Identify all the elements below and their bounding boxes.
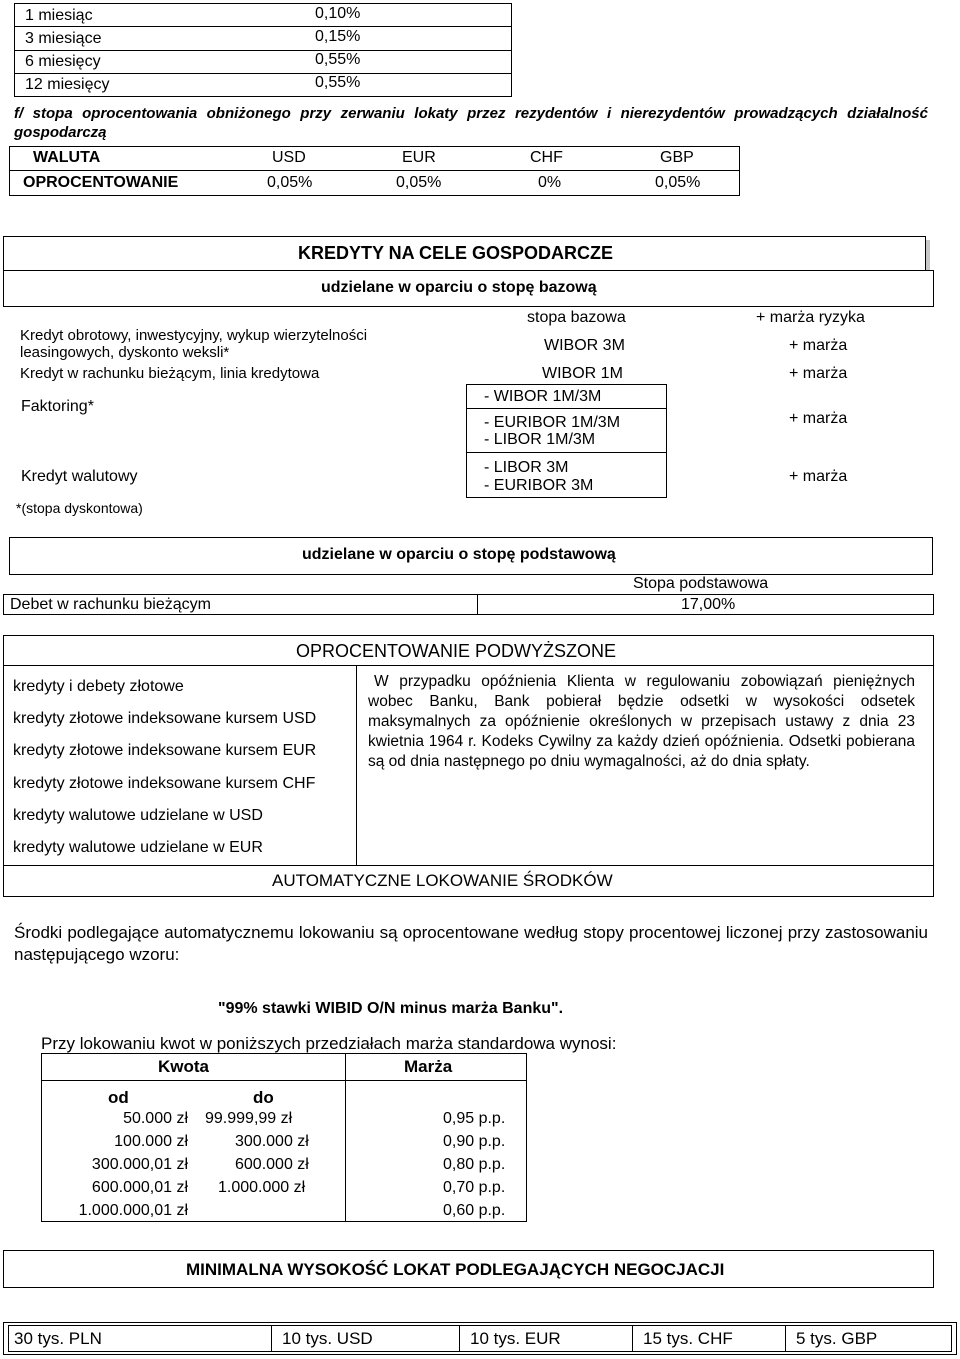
rate-value: 0,55% xyxy=(315,51,361,68)
loan-base-rate: - LIBOR 1M/3M xyxy=(484,431,596,448)
min-deposit-value: 10 tys. USD xyxy=(282,1329,373,1348)
divider xyxy=(41,1080,527,1081)
divider xyxy=(477,594,478,615)
amount-from: 50.000 zł xyxy=(123,1110,188,1127)
divider xyxy=(632,1325,633,1352)
loan-name: Kredyt w rachunku bieżącym, linia kredytowa xyxy=(20,365,320,382)
term-label: 6 miesięcy xyxy=(25,53,101,70)
divider xyxy=(356,665,357,865)
divider xyxy=(14,73,512,74)
margin-value: 0,70 p.p. xyxy=(443,1179,506,1196)
rate-eur: 0,05% xyxy=(396,174,442,191)
divider xyxy=(466,408,666,409)
amount-to: 600.000 zł xyxy=(235,1156,309,1173)
loan-base-rate: WIBOR 1M xyxy=(542,365,623,382)
col-amount: Kwota xyxy=(158,1057,209,1076)
divider xyxy=(466,384,467,497)
min-deposit-value: 10 tys. EUR xyxy=(470,1329,561,1348)
rate-chf: 0% xyxy=(538,174,562,191)
currency-chf: CHF xyxy=(530,149,563,166)
loan-name: Faktoring* xyxy=(21,398,94,415)
term-label: 1 miesiąc xyxy=(25,7,93,24)
currency-label: WALUTA xyxy=(33,149,101,166)
term-label: 12 miesięcy xyxy=(25,76,110,93)
penalty-item: kredyty walutowe udzielane w USD xyxy=(13,807,263,824)
loan-name: leasingowych, dyskonto weksli* xyxy=(20,344,230,361)
penalty-item: kredyty i debety złotowe xyxy=(13,678,184,695)
amount-from: 600.000,01 zł xyxy=(91,1179,188,1196)
col-to: do xyxy=(253,1088,274,1107)
section-f-heading: f/ stopa oprocentowania obniżonego przy zerwaniu lokaty przez rezydentów i nierezydentów prowadzących działalność gospodarczą xyxy=(14,105,928,141)
footnote: *(stopa dyskontowa) xyxy=(16,500,143,516)
col-risk-margin: + marża ryzyka xyxy=(756,309,865,326)
rate-value: 0,10% xyxy=(315,5,361,22)
currency-gbp: GBP xyxy=(660,149,694,166)
col-margin: Marża xyxy=(404,1057,453,1076)
min-deposit-title: MINIMALNA WYSOKOŚĆ LOKAT PODLEGAJĄCYCH NEGOCJACJI xyxy=(186,1260,725,1279)
divider xyxy=(14,26,512,27)
amount-to: 300.000 zł xyxy=(235,1133,309,1150)
overdraft-rate: 17,00% xyxy=(681,596,736,613)
min-deposit-value: 15 tys. CHF xyxy=(643,1329,733,1348)
penalty-text: W przypadku opóźnienia Klienta w regulowaniu zobowiązań pieniężnych wobec Banku, Bank pobierał będzie odsetki w wysokości odsetek maksymalnych za opóźnienie określonych w przepisach ustawy z dnia 23 kwietnia 1964 r. Kodeks Cywilny za każdy dzień opóźnienia. Odsetki pobierana są od dnia następnego po dniu wymagalności, aż do dnia spłaty. xyxy=(368,673,915,770)
divider xyxy=(271,1325,272,1352)
shadow xyxy=(926,240,930,270)
loan-base-rate: - WIBOR 1M/3M xyxy=(484,388,602,405)
loan-margin: + marża xyxy=(789,365,848,382)
auto-deposit-formula: "99% stawki WIBID O/N minus marża Banku". xyxy=(218,1000,564,1017)
auto-deposit-intro: Środki podlegające automatycznemu lokowaniu są oprocentowane według stopy procentowej liczonej przy zastosowaniu następującego wzoru: xyxy=(14,923,928,964)
divider xyxy=(466,384,666,385)
divider xyxy=(459,1325,460,1352)
divider xyxy=(345,1053,346,1222)
margin-value: 0,80 p.p. xyxy=(443,1156,506,1173)
penalty-title: OPROCENTOWANIE PODWYŻSZONE xyxy=(296,641,617,661)
divider xyxy=(466,497,667,498)
col-from: od xyxy=(108,1088,129,1107)
amount-to: 1.000.000 zł xyxy=(218,1179,306,1196)
loan-base-rate: - EURIBOR 3M xyxy=(484,477,594,494)
overdraft-col-label: Stopa podstawowa xyxy=(633,575,769,592)
loan-name: Kredyt walutowy xyxy=(21,468,138,485)
business-loans-title: KREDYTY NA CELE GOSPODARCZE xyxy=(298,243,614,263)
loan-base-rate: - LIBOR 3M xyxy=(484,459,569,476)
divider xyxy=(9,170,740,171)
penalty-item: kredyty złotowe indeksowane kursem CHF xyxy=(13,775,316,792)
loan-name: Kredyt obrotowy, inwestycyjny, wykup wierzytelności xyxy=(20,327,368,344)
margin-intro: Przy lokowaniu kwot w poniższych przedziałach marża standardowa wynosi: xyxy=(41,1034,617,1053)
overdraft-name: Debet w rachunku bieżącym xyxy=(10,596,211,613)
amount-from: 1.000.000,01 zł xyxy=(78,1202,188,1219)
rate-value: 0,55% xyxy=(315,74,361,91)
min-deposit-value: 5 tys. GBP xyxy=(796,1329,878,1348)
divider xyxy=(14,50,512,51)
rate-value: 0,15% xyxy=(315,28,361,45)
loan-base-rate: WIBOR 3M xyxy=(544,337,625,354)
currency-usd: USD xyxy=(272,149,306,166)
divider xyxy=(3,865,934,866)
amount-to: 99.999,99 zł xyxy=(205,1110,293,1127)
penalty-item: kredyty złotowe indeksowane kursem USD xyxy=(13,710,317,727)
overdraft-subtitle: udzielane w oparciu o stopę podstawową xyxy=(302,546,616,563)
margin-value: 0,60 p.p. xyxy=(443,1202,506,1219)
amount-from: 100.000 zł xyxy=(114,1133,188,1150)
col-base-rate: stopa bazowa xyxy=(527,309,626,326)
term-label: 3 miesiące xyxy=(25,30,102,47)
min-deposit-value: 30 tys. PLN xyxy=(14,1329,102,1348)
rate-usd: 0,05% xyxy=(267,174,313,191)
divider xyxy=(785,1325,786,1352)
penalty-item: kredyty złotowe indeksowane kursem EUR xyxy=(13,742,317,759)
loan-margin: + marża xyxy=(789,410,848,427)
loan-margin: + marża xyxy=(789,468,848,485)
divider xyxy=(466,452,666,453)
loan-base-rate: - EURIBOR 1M/3M xyxy=(484,414,621,431)
amount-from: 300.000,01 zł xyxy=(91,1156,188,1173)
currency-eur: EUR xyxy=(402,149,436,166)
rate-label: OPROCENTOWANIE xyxy=(23,174,179,191)
business-loans-subtitle: udzielane w oparciu o stopę bazową xyxy=(321,279,597,296)
margin-value: 0,90 p.p. xyxy=(443,1133,506,1150)
auto-deposit-title: AUTOMATYCZNE LOKOWANIE ŚRODKÓW xyxy=(272,871,613,890)
margin-value: 0,95 p.p. xyxy=(443,1110,506,1127)
penalty-item: kredyty walutowe udzielane w EUR xyxy=(13,839,263,856)
divider xyxy=(666,384,667,497)
loan-margin: + marża xyxy=(789,337,848,354)
rate-gbp: 0,05% xyxy=(655,174,701,191)
